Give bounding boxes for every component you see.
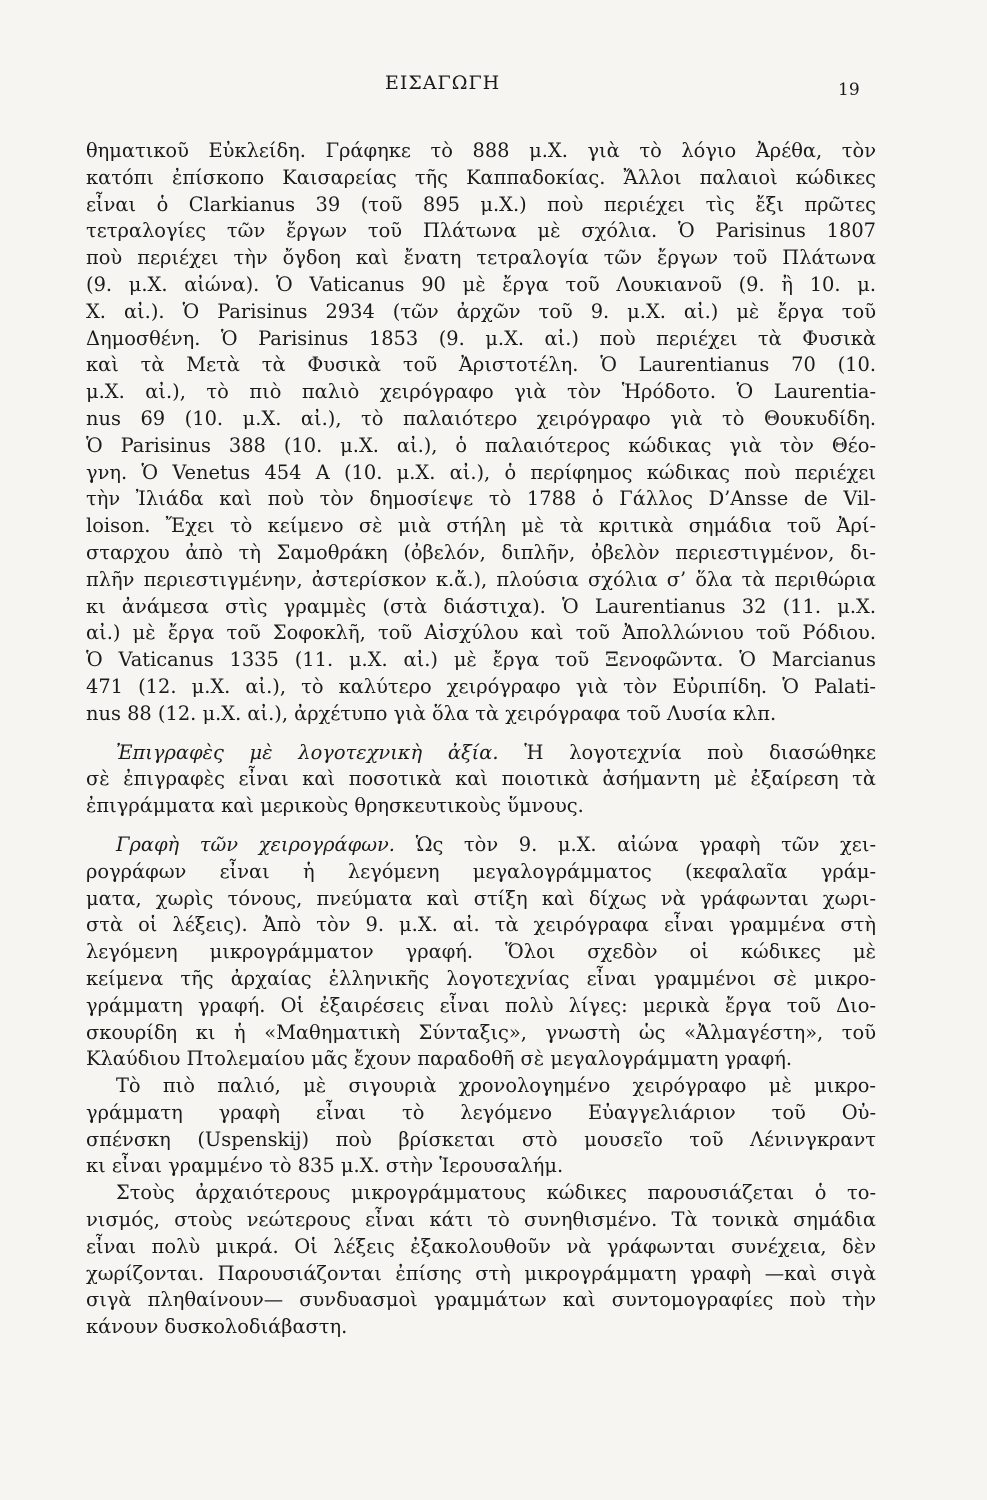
running-head: ΕΙΣΑΓΩΓΗ [385,72,501,94]
text-line: nus 88 (12. μ.Χ. αἰ.), ἀρχέτυπο γιὰ ὅλα τὰ χειρόγραφα τοῦ Λυσία κλπ. [86,701,777,725]
body-text [86,138,876,1341]
text-fragment: Ὡς τὸν 9. μ.Χ. αἰώνα γραφὴ τῶν χει- [394,832,876,856]
paragraph-gap [86,728,876,740]
text-line: ρογράφων εἶναι ἡ λεγόμενη μεγαλογράμματος (κεφαλαῖα γράμ- [86,859,876,883]
text-line: loison. Ἔχει τὸ κείμενο σὲ μιὰ στήλη μὲ τὰ κριτικὰ σημάδια τοῦ Ἀρί- [86,514,876,538]
text-line: εἶναι ὁ Clarkianus 39 (τοῦ 895 μ.Χ.) ποὺ περιέχει τὶς ἔξι πρῶτες [86,192,876,216]
text-line: καὶ τὰ Μετὰ τὰ Φυσικὰ τοῦ Ἀριστοτέλη. Ὁ Laurentianus 70 (10. [86,353,876,377]
paragraph-script [86,832,876,1073]
text-line: μ.Χ. αἰ.), τὸ πιὸ παλιὸ χειρόγραφο γιὰ τὸν Ἡρόδοτο. Ὁ Laurentia- [86,380,876,404]
paragraph-manuscripts [86,138,876,728]
text-line: στὰ οἱ λέξεις). Ἀπὸ τὸν 9. μ.Χ. αἰ. τὰ χειρόγραφα εἶναι γραμμένα στὴ [86,913,876,937]
section-heading-inscriptions: Ἐπιγραφὲς μὲ λογοτεχνικὴ ἀξία. [116,740,499,764]
text-fragment: Ἡ λογοτεχνία ποὺ διασώθηκε [498,740,876,764]
text-line: Τὸ πιὸ παλιό, μὲ σιγουριὰ χρονολογημένο χειρόγραφο μὲ μικρο- [116,1074,876,1098]
text-line: τὴν Ἰλιάδα καὶ ποὺ τὸν δημοσίεψε τὸ 1788 ὁ Γάλλος D’Ansse de Vil- [86,487,876,511]
text-line: nus 69 (10. μ.Χ. αἰ.), τὸ παλαιότερο χειρόγραφο γιὰ τὸ Θουκυδίδη. [86,406,876,430]
text-line: ποὺ περιέχει τὴν ὄγδοη καὶ ἔνατη τετραλογία τῶν ἔργων τοῦ Πλάτωνα [86,246,876,270]
text-line: κι ἀνάμεσα στὶς γραμμὲς (στὰ διάστιχα). Ὁ Laurentianus 32 (11. μ.Χ. [86,594,876,618]
text-line: κάνουν δυσκολοδιάβαστη. [86,1315,348,1339]
section-heading-script: Γραφὴ τῶν χειρογράφων. [116,832,395,856]
text-line: σκουρίδη κι ἡ «Μαθηματικὴ Σύνταξις», γνωστὴ ὡς «Ἀλμαγέστη», τοῦ [86,1020,876,1044]
text-line: σιγὰ πληθαίνουν— συνδυασμοὶ γραμμάτων καὶ συντομογραφίες ποὺ τὴν [86,1288,876,1312]
text-line: εἶναι πολὺ μικρά. Οἱ λέξεις ἐξακολουθοῦν νὰ γράφωνται συνέχεια, δὲν [86,1234,876,1258]
text-line: πλῆν περιεστιγμένην, ἀστερίσκον κ.ἄ.), πλούσια σχόλια σ’ ὅλα τὰ περιθώρια [86,567,876,591]
text-line: χωρίζονται. Παρουσιάζονται ἐπίσης στὴ μικρογράμματη γραφὴ —καὶ σιγὰ [86,1261,876,1285]
text-line: Ὁ Parisinus 388 (10. μ.Χ. αἰ.), ὁ παλαιότερος κώδικας γιὰ τὸν Θέο- [86,433,876,457]
text-line: θηματικοῦ Εὐκλείδη. Γράφηκε τὸ 888 μ.Χ. γιὰ τὸ λόγιο Ἀρέθα, τὸν [86,139,876,162]
text-line: γράμματη γραφή. Οἱ ἐξαιρέσεις εἶναι πολὺ λίγες: μερικὰ ἔργα τοῦ Διο- [86,993,876,1017]
paragraph-oldest-minuscule [86,1073,876,1180]
paragraph-inscriptions [86,740,876,820]
text-line: αἰ.) μὲ ἔργα τοῦ Σοφοκλῆ, τοῦ Αἰσχύλου καὶ τοῦ Ἀπολλώνιου τοῦ Ρόδιου. [86,621,876,645]
paragraph-accentuation [86,1180,876,1341]
text-line [86,832,876,859]
text-line [86,740,876,767]
text-line: νισμός, στοὺς νεώτερους εἶναι κάτι τὸ συνηθισμένο. Τὰ τονικὰ σημάδια [86,1208,876,1232]
text-line: ἐπιγράμματα καὶ μερικοὺς θρησκευτικοὺς ὕμνους. [86,794,584,818]
text-line: γράμματη γραφὴ εἶναι τὸ λεγόμενο Εὐαγγελιάριον τοῦ Οὐ- [86,1100,876,1124]
text-line: 471 (12. μ.Χ. αἰ.), τὸ καλύτερο χειρόγραφο γιὰ τὸν Εὐριπίδη. Ὁ Palati- [86,674,876,698]
text-line: Ὁ Vaticanus 1335 (11. μ.Χ. αἰ.) μὲ ἔργα τοῦ Ξενοφῶντα. Ὁ Marcianus [86,648,876,672]
text-line: κείμενα τῆς ἀρχαίας ἑλληνικῆς λογοτεχνίας εἶναι γραμμένοι σὲ μικρο- [86,966,876,990]
text-line: Κλαύδιου Πτολεμαίου μᾶς ἔχουν παραδοθῆ σὲ μεγαλογράμματη γραφή. [86,1047,792,1071]
text-line: σταρχου ἀπὸ τὴ Σαμοθράκη (ὀβελόν, διπλῆν, ὀβελὸν περιεστιγμένον, δι- [86,540,876,564]
text-line: Χ. αἰ.). Ὁ Parisinus 2934 (τῶν ἀρχῶν τοῦ 9. μ.Χ. αἰ.) μὲ ἔργα τοῦ [86,299,876,323]
text-line: Δημοσθένη. Ὁ Parisinus 1853 (9. μ.Χ. αἰ.) ποὺ περιέχει τὰ Φυσικὰ [86,326,876,350]
text-line: λεγόμενη μικρογράμματον γραφή. Ὅλοι σχεδὸν οἱ κώδικες μὲ [86,940,876,964]
text-line: σὲ ἐπιγραφὲς εἶναι καὶ ποσοτικὰ καὶ ποιοτικὰ ἀσήμαντη μὲ ἐξαίρεση τὰ [86,767,876,791]
text-line: κατόπι ἐπίσκοπο Καισαρείας τῆς Καππαδοκίας. Ἄλλοι παλαιοὶ κώδικες [86,165,876,189]
text-line: σπένσκη (Uspenskij) ποὺ βρίσκεται στὸ μουσεῖο τοῦ Λένινγκραντ [86,1127,876,1151]
text-line: Στοὺς ἀρχαιότερους μικρογράμματους κώδικες παρουσιάζεται ὁ το- [116,1181,876,1205]
page-number: 19 [838,80,860,100]
paragraph-gap [86,820,876,832]
text-line: τετραλογίες τῶν ἔργων τοῦ Πλάτωνα μὲ σχόλια. Ὁ Parisinus 1807 [86,219,876,243]
text-line: (9. μ.Χ. αἰώνα). Ὁ Vaticanus 90 μὲ ἔργα τοῦ Λουκιανοῦ (9. ἢ 10. μ. [86,272,876,296]
text-line: κι εἶναι γραμμένο τὸ 835 μ.Χ. στὴν Ἱερουσαλήμ. [86,1154,564,1178]
text-line: ματα, χωρὶς τόνους, πνεύματα καὶ στίξη καὶ δίχως νὰ γράφωνται χωρι- [86,886,876,910]
text-line: γνη. Ὁ Venetus 454 A (10. μ.Χ. αἰ.), ὁ περίφημος κώδικας ποὺ περιέχει [86,460,876,484]
